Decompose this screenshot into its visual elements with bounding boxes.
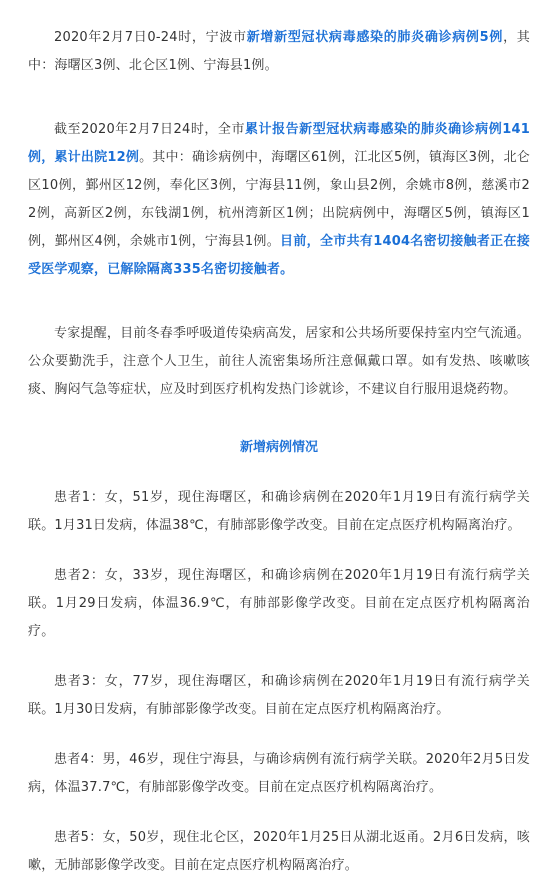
- patient-1-paragraph: 患者1：女，51岁，现住海曙区，和确诊病例在2020年1月19日有流行病学关联。1月31日发病，体温38℃，有肺部影像学改变。目前在定点医疗机构隔离治疗。: [28, 490, 530, 533]
- paragraph-spacer: [28, 462, 530, 484]
- daily-new-cases-highlight: 新增新型冠状病毒感染的肺炎确诊病例5例: [246, 30, 504, 45]
- cumulative-cases-highlight: 累计报告新型冠状病毒感染的肺炎确诊病例141例，累计出院12例: [28, 122, 530, 165]
- cumulative-district-breakdown: 。其中：确诊病例中，海曙区61例，江北区5例，镇海区3例，北仑区10例，鄞州区12例，奉化区3例，宁海县11例，象山县2例，余姚市8例，慈溪市22例，高新区2例，东钱湖1例，杭州湾新区1例；出院病例中，海曙区5例，镇海区1例，鄞州区4例，余姚市1例，宁海县1例。: [28, 150, 530, 249]
- paragraph-spacer: [28, 284, 530, 320]
- cumulative-intro-text: 截至2020年2月7日24时，全市: [54, 122, 245, 137]
- paragraph-spacer: [28, 404, 530, 434]
- paragraph-spacer: [28, 80, 530, 116]
- paragraph-spacer: [28, 540, 530, 562]
- paragraph-spacer: [28, 646, 530, 668]
- daily-district-breakdown: ，其中：海曙区3例、北仑区1例、宁海县1例。: [28, 30, 530, 73]
- paragraph-spacer: [28, 724, 530, 746]
- close-contacts-highlight: 目前，全市共有1404名密切接触者正在接受医学观察，已解除隔离335名密切接触者。: [28, 234, 530, 277]
- cumulative-cases-paragraph: [28, 116, 530, 284]
- expert-advice-paragraph: 专家提醒，目前冬春季呼吸道传染病高发，居家和公共场所要保持室内空气流通。公众要勤洗手，注意个人卫生，前往人流密集场所注意佩戴口罩。如有发热、咳嗽咳痰、胸闷气急等症状，应及时到医疗机构发热门诊就诊，不建议自行服用退烧药物。: [28, 326, 530, 397]
- patient-2-paragraph: 患者2：女，33岁，现住海曙区，和确诊病例在2020年1月19日有流行病学关联。1月29日发病，体温36.9℃，有肺部影像学改变。目前在定点医疗机构隔离治疗。: [28, 568, 530, 639]
- patient-4-paragraph: 患者4：男，46岁，现住宁海县，与确诊病例有流行病学关联。2020年2月5日发病，体温37.7℃，有肺部影像学改变。目前在定点医疗机构隔离治疗。: [28, 752, 530, 795]
- daily-intro-text: 2020年2月7日0-24时，宁波市: [54, 30, 247, 45]
- section-heading: 新增病例情况: [239, 440, 318, 455]
- patient-5-paragraph: 患者5：女，50岁，现住北仑区，2020年1月25日从湖北返甬。2月6日发病，咳嗽，无肺部影像学改变。目前在定点医疗机构隔离治疗。: [28, 830, 530, 873]
- paragraph-spacer: [28, 802, 530, 824]
- daily-new-cases-paragraph: [28, 24, 530, 80]
- patient-3-paragraph: 患者3：女，77岁，现住海曙区，和确诊病例在2020年1月19日有流行病学关联。1月30日发病，有肺部影像学改变。目前在定点医疗机构隔离治疗。: [28, 674, 530, 717]
